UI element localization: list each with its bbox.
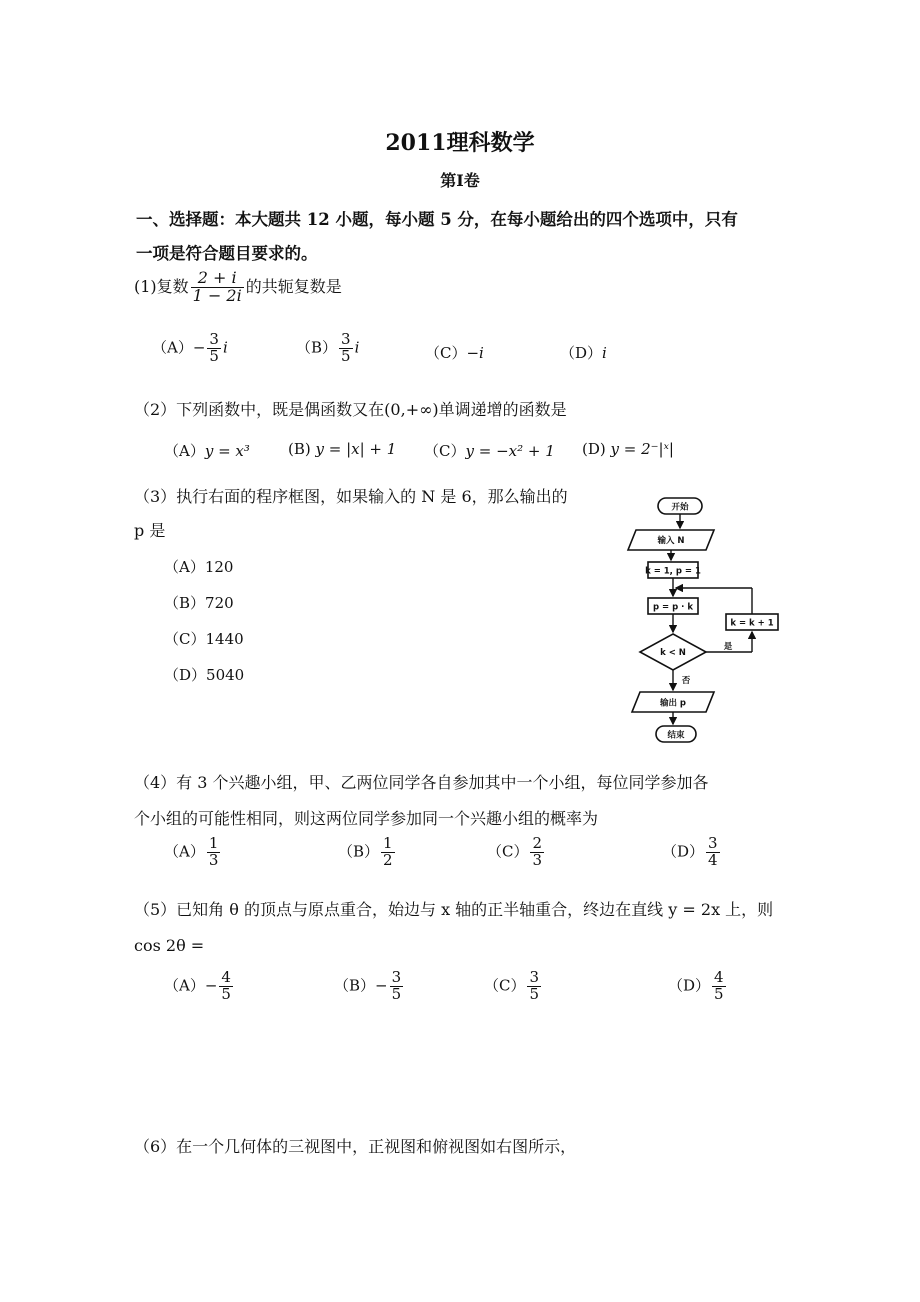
option-label: （A） xyxy=(164,558,205,576)
option-label: （C） xyxy=(484,976,526,995)
option-numerator: 4 xyxy=(714,968,724,986)
option-denominator: 2 xyxy=(383,850,393,869)
q2-option-c xyxy=(424,440,555,461)
flowchart-output-label: 输出 p xyxy=(659,698,687,709)
option-tail: i xyxy=(222,338,228,357)
q2-option-a xyxy=(164,440,250,461)
q1-option-d xyxy=(560,342,607,363)
option-label: （D） xyxy=(560,344,603,362)
option-numerator: 3 xyxy=(209,330,219,348)
option-label: （B） xyxy=(338,842,380,861)
option-numerator: 1 xyxy=(383,834,393,852)
q2-option-d xyxy=(582,440,674,458)
q4-option-b xyxy=(338,836,397,869)
option-numerator: 3 xyxy=(708,834,718,852)
option-numerator: 3 xyxy=(391,968,402,986)
option-label: （A） xyxy=(164,842,205,861)
option-label: （C） xyxy=(164,630,206,648)
question-6-stem-line1: （6）在一个几何体的三视图中，正视图和俯视图如右图所示， xyxy=(134,1137,577,1156)
option-text: y = 2⁻|ˣ| xyxy=(610,440,674,458)
option-text: 720 xyxy=(205,594,234,612)
option-sign: − xyxy=(192,338,206,357)
option-label: （C） xyxy=(487,842,529,861)
option-denominator: 4 xyxy=(708,850,718,869)
option-label: （D） xyxy=(662,842,705,861)
option-sign: − xyxy=(204,976,218,995)
q5-option-b xyxy=(334,970,405,1003)
option-label: （B） xyxy=(164,594,206,612)
option-numerator: 1 xyxy=(208,834,219,852)
q5-option-d xyxy=(668,970,728,1003)
option-denominator: 5 xyxy=(714,984,724,1003)
section-instructions-line2: 一项是符合题目要求的。 xyxy=(136,244,318,263)
option-label: （B） xyxy=(296,338,338,357)
option-fraction xyxy=(390,970,404,1003)
option-text: y = x³ xyxy=(204,442,250,460)
option-text: y = |x| + 1 xyxy=(315,440,397,458)
option-tail: i xyxy=(354,338,360,357)
flowchart-no-label: 否 xyxy=(681,676,691,686)
volume-subtitle: 第Ⅰ卷 xyxy=(440,171,480,190)
flowchart-condition-label: k < N xyxy=(660,648,686,658)
option-text: 1440 xyxy=(205,630,244,648)
q1-suffix: 的共轭复数是 xyxy=(245,276,342,296)
option-numerator: 3 xyxy=(341,330,351,348)
option-label: （C） xyxy=(425,344,467,362)
q1-option-b xyxy=(296,332,359,365)
option-text: −i xyxy=(466,344,484,362)
q1-fraction-numerator: 2 + i xyxy=(191,270,244,288)
flowchart-init-label: k = 1, p = 1 xyxy=(645,566,701,577)
flowchart-process-label: p = p · k xyxy=(652,602,694,613)
question-4-stem-line2: 个小组的可能性相同，则这两位同学参加同一个兴趣小组的概率为 xyxy=(134,809,599,828)
question-3-stem-line1: （3）执行右面的程序框图，如果输入的 N 是 6，那么输出的 xyxy=(134,487,568,506)
option-text: y = −x² + 1 xyxy=(465,442,555,460)
section-instructions-line1: 一、选择题：本大题共 12 小题，每小题 5 分，在每小题给出的四个选项中，只有 xyxy=(136,210,738,229)
q4-option-c xyxy=(487,836,546,869)
q3-option-c xyxy=(164,628,244,649)
question-2-stem: （2）下列函数中，既是偶函数又在(0,+∞)单调递增的函数是 xyxy=(134,400,567,419)
option-denominator: 3 xyxy=(532,850,543,869)
option-label: （B） xyxy=(334,976,376,995)
option-label: （A） xyxy=(164,976,205,995)
option-fraction xyxy=(530,836,544,869)
option-fraction xyxy=(339,332,353,365)
flowchart-input-label: 输入 N xyxy=(657,536,685,546)
q3-option-d xyxy=(164,664,244,685)
q2-option-b xyxy=(288,440,396,458)
page-title: 2011理科数学 xyxy=(385,130,535,156)
flowchart-yes-label: 是 xyxy=(723,642,733,652)
question-3-stem-line2: p 是 xyxy=(134,521,166,540)
q1-option-a xyxy=(152,332,228,365)
q4-option-a xyxy=(164,836,222,869)
option-denominator: 5 xyxy=(221,984,231,1003)
option-label: （A） xyxy=(152,338,193,357)
question-4-stem-line1: （4）有 3 个兴趣小组，甲、乙两位同学各自参加其中一个小组，每位同学参加各 xyxy=(134,773,709,792)
q3-option-b xyxy=(164,592,234,613)
option-label: （A） xyxy=(164,442,205,460)
option-label: (D) xyxy=(582,440,606,458)
option-fraction xyxy=(219,970,233,1003)
option-text: 120 xyxy=(204,558,234,576)
question-5-stem-line1: （5）已知角 θ 的顶点与原点重合，始边与 x 轴的正半轴重合，终边在直线 y = 2x 上，则 xyxy=(134,900,774,919)
option-denominator: 5 xyxy=(341,346,351,365)
option-denominator: 5 xyxy=(529,984,540,1003)
option-fraction xyxy=(207,836,221,869)
q5-option-c xyxy=(484,970,543,1003)
option-numerator: 4 xyxy=(221,968,231,986)
option-denominator: 5 xyxy=(391,984,402,1003)
question-5-stem-line2: cos 2θ = xyxy=(134,936,205,955)
option-sign: − xyxy=(375,976,388,995)
option-numerator: 2 xyxy=(532,834,543,852)
option-fraction xyxy=(527,970,541,1003)
option-label: (B) xyxy=(288,440,311,458)
q1-fraction xyxy=(191,270,244,305)
q5-option-a xyxy=(164,970,235,1003)
option-fraction xyxy=(706,836,720,869)
option-denominator: 5 xyxy=(209,346,219,365)
option-label: （C） xyxy=(424,442,466,460)
option-text: 5040 xyxy=(206,666,245,684)
q1-option-c xyxy=(425,342,484,363)
flowchart-increment-label: k = k + 1 xyxy=(730,618,774,629)
program-flowchart xyxy=(610,492,800,752)
q1-prefix: (1)复数 xyxy=(134,276,189,296)
option-label: （D） xyxy=(668,976,711,995)
flowchart-end-label: 结束 xyxy=(667,730,685,741)
question-1-stem xyxy=(134,270,342,305)
q1-fraction-denominator: 1 − 2i xyxy=(192,285,242,305)
option-text: i xyxy=(602,344,607,362)
option-fraction xyxy=(381,836,395,869)
flowchart-start-label: 开始 xyxy=(671,502,689,513)
q4-option-d xyxy=(662,836,722,869)
option-numerator: 3 xyxy=(529,968,540,986)
option-label: （D） xyxy=(164,666,207,684)
q3-option-a xyxy=(164,556,233,577)
option-denominator: 3 xyxy=(208,850,219,869)
option-fraction xyxy=(712,970,726,1003)
option-fraction xyxy=(207,332,221,365)
